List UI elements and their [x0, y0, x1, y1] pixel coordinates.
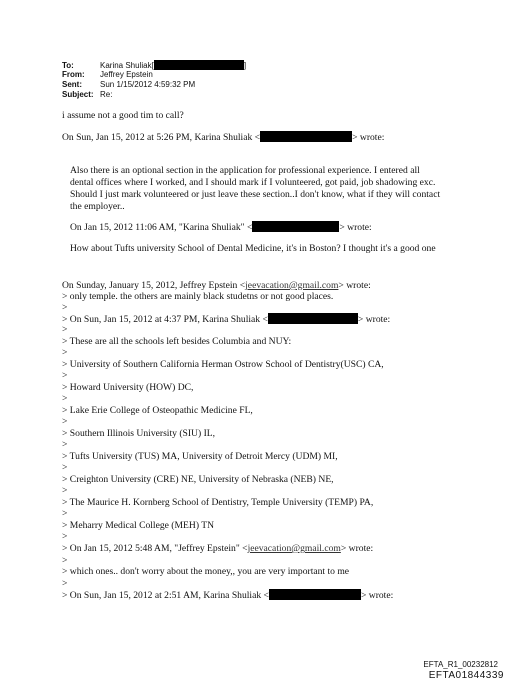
- quoted-line: > which ones.. don't worry about the money,, you are very important to me: [62, 566, 350, 577]
- quoted-paragraph: Also there is an optional section in the application for professional experience. I entered all dental offices where I worked, and I should mark if I volunteered, got paid, job shadowing exc. Should I just mark volunteered or just leave these section..I don't know, what if they will contact the employer..: [70, 165, 441, 212]
- quote-header-text: > On Jan 15, 2012 5:48 AM, "Jeffrey Epstein" <: [62, 543, 248, 554]
- quote-marker: >: [62, 439, 68, 450]
- from-value: Jeffrey Epstein: [100, 70, 153, 79]
- quoted-line: > Howard University (HOW) DC,: [62, 382, 194, 393]
- redaction: [268, 313, 358, 324]
- quote-marker: >: [62, 462, 68, 473]
- quoted-line: > Tufts University (TUS) MA, University of Detroit Mercy (UDM) MI,: [62, 451, 338, 462]
- quote-marker: >: [62, 416, 68, 427]
- quote-marker: >: [62, 555, 68, 566]
- to-suffix: ]: [243, 61, 247, 70]
- quote-marker: >: [62, 347, 68, 358]
- quoted-line: > Lake Erie College of Osteopathic Medicine FL,: [62, 405, 253, 416]
- quoted-line: > University of Southern California Herman Ostrow School of Dentistry(USC) CA,: [62, 359, 384, 370]
- header-sent: [62, 80, 195, 90]
- quoted-line: > Meharry Medical College (MEH) TN: [62, 520, 215, 531]
- quote-header: [62, 313, 390, 326]
- quote-marker: >: [62, 324, 68, 335]
- quoted-paragraph: How about Tufts university School of Dental Medicine, it's in Boston? I thought it's a good one: [70, 243, 436, 254]
- quote-marker: >: [62, 370, 68, 381]
- redaction: [269, 589, 361, 600]
- quote-header: [62, 589, 393, 602]
- to-value: Karina Shuliak[: [100, 61, 154, 70]
- to-label: To:: [62, 61, 74, 70]
- redaction: [260, 131, 352, 142]
- quoted-line: > Creighton University (CRE) NE, University of Nebraska (NEB) NE,: [62, 474, 334, 485]
- quote-header-wrote: > wrote:: [339, 222, 372, 233]
- quoted-line: > These are all the schools left besides Columbia and NUY:: [62, 336, 292, 347]
- quote-header: [70, 221, 372, 234]
- quote-marker: >: [62, 302, 68, 313]
- quote-header-wrote: > wrote:: [360, 590, 394, 601]
- quote-header-wrote: > wrote:: [352, 132, 385, 143]
- subject-value: Re:: [100, 90, 113, 99]
- quote-header-wrote: > wrote:: [340, 543, 374, 554]
- quote-header-wrote: > wrote:: [357, 314, 391, 325]
- quote-marker: >: [62, 508, 68, 519]
- subject-label: Subject:: [62, 90, 94, 99]
- quote-header: [62, 131, 384, 144]
- quoted-line: > Southern Illinois University (SIU) IL,: [62, 428, 216, 439]
- sent-value: Sun 1/15/2012 4:59:32 PM: [100, 80, 196, 89]
- quote-header-text: On Sunday, January 15, 2012, Jeffrey Epstein <: [62, 280, 246, 291]
- quote-header-wrote: > wrote:: [338, 280, 371, 291]
- body-line: i assume not a good tim to call?: [62, 110, 184, 121]
- quote-header: [62, 543, 373, 555]
- bates-ref: EFTA_R1_00232812: [423, 660, 498, 669]
- quote-header-text: On Sun, Jan 15, 2012 at 5:26 PM, Karina Shuliak <: [62, 132, 261, 143]
- quote-marker: >: [62, 531, 68, 542]
- from-label: From:: [62, 70, 85, 79]
- quoted-line: > only temple. the others are mainly black studetns or not good places.: [62, 291, 334, 302]
- redaction: [154, 60, 247, 70]
- quote-header-text: > On Sun, Jan 15, 2012 at 2:51 AM, Karina Shuliak <: [62, 590, 269, 601]
- email-link[interactable]: jeevacation@gmail.com: [245, 280, 339, 291]
- quote-marker: >: [62, 578, 68, 589]
- sent-label: Sent:: [62, 80, 82, 89]
- quote-header-text: > On Sun, Jan 15, 2012 at 4:37 PM, Karina Shuliak <: [62, 314, 268, 325]
- quoted-line: > The Maurice H. Kornberg School of Dentistry, Temple University (TEMP) PA,: [62, 497, 374, 508]
- quote-marker: >: [62, 485, 68, 496]
- quote-header-text: On Jan 15, 2012 11:06 AM, "Karina Shuliak" <: [70, 222, 253, 233]
- header-from: [62, 70, 153, 80]
- header-subject: [62, 90, 112, 100]
- email-link[interactable]: jeevacation@gmail.com: [247, 543, 341, 554]
- redaction: [252, 221, 339, 232]
- bates-number: EFTA01844339: [428, 670, 504, 681]
- quote-marker: >: [62, 393, 68, 404]
